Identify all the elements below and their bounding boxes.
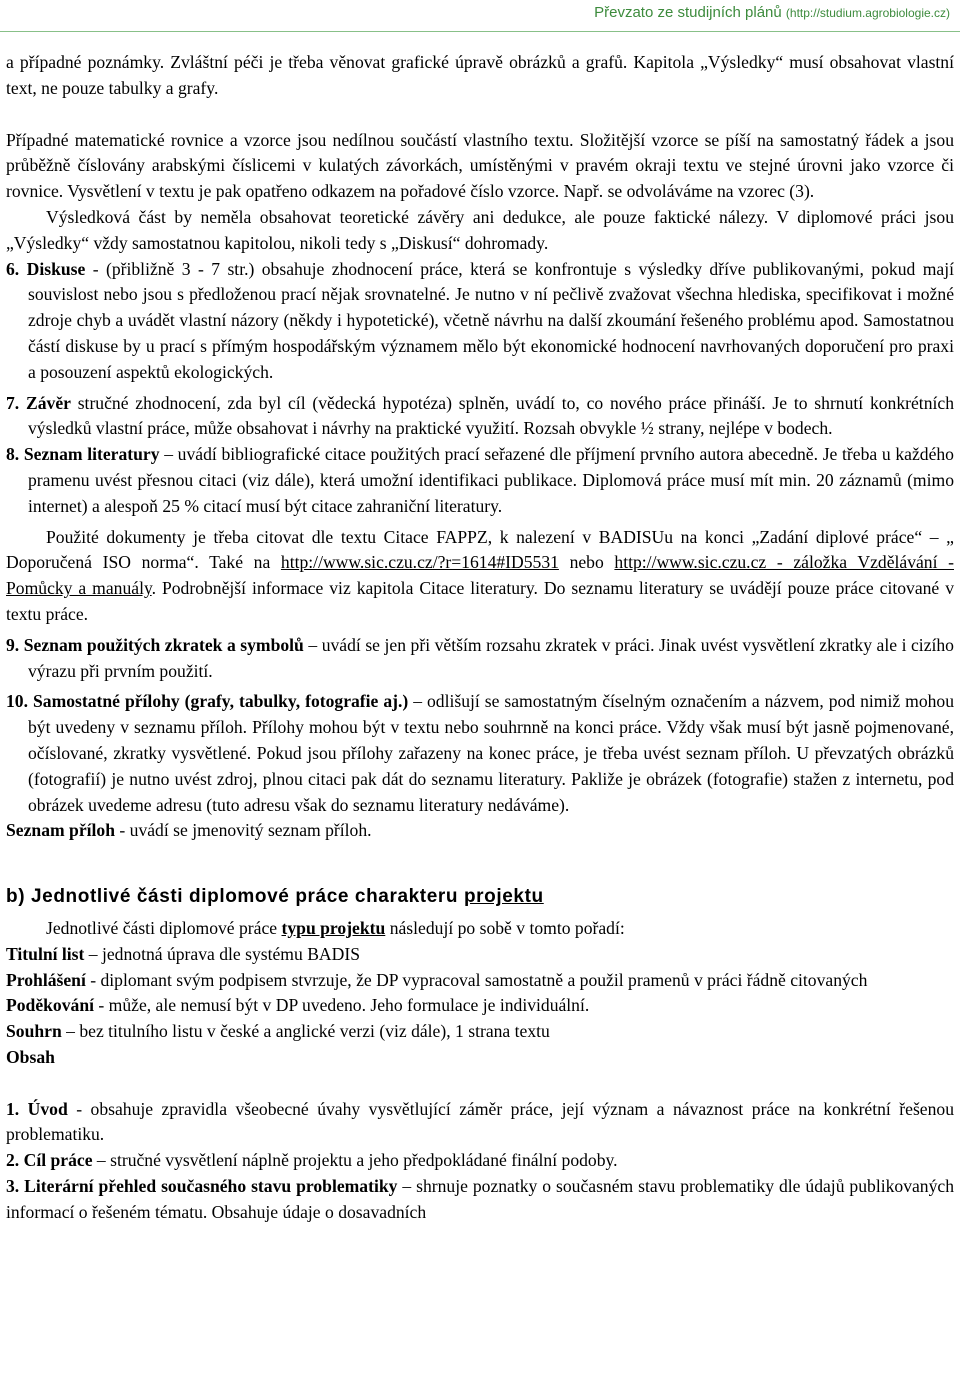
intro-text-c: následují po sobě v tomto pořadí: xyxy=(385,917,625,938)
item-number: 10. xyxy=(6,691,28,712)
page-header xyxy=(594,4,950,21)
section-heading-text: b) Jednotlivé části diplomové práce charakteru xyxy=(6,886,464,908)
item-title: Literární přehled současného stavu problematiky xyxy=(24,1176,398,1197)
item-text: - obsahuje zpravidla všeobecné úvahy vysvětlující záměr práce, její význam a návaznost práce na konkrétní řešenou problematiku. xyxy=(6,1098,954,1145)
item-number: 7. xyxy=(6,392,20,413)
item-text: – odlišují se samostatným číselným označením a názvem, pod nimiž mohou být uvedeny v seznamu příloh. Přílohy mohou být v textu nebo souhrnně na konci práce. Vždy však musí být jasně pojmenované, očíslované, zkratky vysvětlené. Pokud jsou přílohy zařazeny na konec práce, je třeba uvést seznam příloh. U převzatých obrázků (fotografií) je nutno uvést zdroj, plnou citaci pak dát do seznamu literatury. Pakliže je obrázek (fotografie) stažen z internetu, pod obrázek uvedeme adresu (tuto adresu však do seznamu literatury nedáváme). xyxy=(28,691,955,815)
paragraph-equations: Případné matematické rovnice a vzorce jsou nedílnou součástí vlastního textu. Složitější vzorce se píší na samostatný řádek a jsou průběžně číslovány arabskými číslicemi v kulatých závorkách, umístěnými v pravém okraji textu ve stejné úrovni jako vzorce či rovnice. Vysvětlení v textu je pak opatřeno odkazem na pořadové číslo vzorce. Např. se odvoláváme na vzorec (3). xyxy=(6,129,954,202)
item-text: – uvádí bibliografické citace použitých prací seřazené dle příjmení prvního autora abecedně. Je třeba u každého pramenu uvést přesnou citaci (viz dále), která umožní identifikaci publikace. Diplomová práce musí mít min. 20 záznamů (mimo internet) a alespoň 25 % citací musí být citace zahraniční literatury. xyxy=(28,444,954,516)
item-appendices xyxy=(6,689,954,818)
header-rule xyxy=(0,31,960,32)
citations-text-b: nebo xyxy=(558,552,615,573)
paragraph-results-section: Výsledková část by neměla obsahovat teoretické závěry ani dedukce, ale pouze faktické nálezy. V diplomové práci jsou „Výsledky“ vždy samostatnou kapitolou, nikoli tedy s „Diskusí“ dohromady. xyxy=(6,206,954,253)
link-sic-tools[interactable]: http://www.sic.czu.cz - záložka Vzdělávání - Pomůcky a manuály xyxy=(6,552,954,599)
list-item-text: - diplomant svým podpisem stvrzuje, že DP vypracoval samostatně a použil pramenů v práci řádně citovaných xyxy=(85,969,868,990)
list-acknowledgement xyxy=(6,993,954,1019)
list-item-title: Titulní list xyxy=(6,943,85,964)
citations-text-a: Použité dokumenty je třeba citovat dle textu Citace FAPPZ, k nalezení v BADISUu na konci „Zadání diplové práce“ – „ Doporučená ISO norma“. Také na xyxy=(6,526,954,573)
appendix-list-title: Seznam příloh xyxy=(6,820,115,841)
item-number: 8. xyxy=(6,444,20,465)
item-title: Závěr xyxy=(25,392,71,413)
item-bibliography xyxy=(6,442,954,519)
list-declaration xyxy=(6,968,954,994)
item-introduction xyxy=(6,1097,954,1149)
paragraph-results-text: a případné poznámky. Zvláštní péči je třeba věnovat grafické úpravě obrázků a grafů. Kapitola „Výsledky“ musí obsahovat vlastní text, ne pouze tabulky a grafy. xyxy=(6,52,954,98)
item-text: – shrnuje poznatky o současném stavu problematiky dle údajů publikovaných informací o řešeném tématu. Obsahuje údaje o dosavadních xyxy=(6,1176,954,1222)
section-heading-underlined: projektu xyxy=(463,886,544,908)
intro-text-a: Jednotlivé části diplomové práce xyxy=(46,917,282,938)
header-url: (http://studium.agrobiologie.cz) xyxy=(785,6,950,20)
header-title: Převzato ze studijních plánů xyxy=(594,4,782,21)
list-item-text: - může, ale nemusí být v DP uvedeno. Jeho formulace je individuální. xyxy=(94,995,590,1016)
item-title: Úvod xyxy=(27,1098,68,1119)
list-summary xyxy=(6,1019,954,1045)
paragraph-citations xyxy=(6,525,954,628)
list-item-title: Poděkování xyxy=(6,995,94,1016)
list-item-text: – jednotná úprava dle systému BADIS xyxy=(84,943,360,964)
item-title: Diskuse xyxy=(26,258,86,279)
list-item-title: Obsah xyxy=(6,1046,55,1067)
document-body xyxy=(6,50,954,1226)
item-text: – uvádí se jen při větším rozsahu zkratek v práci. Jinak uvést vysvětlení zkratky ale i cizího výrazu při prvním použití. xyxy=(28,634,954,681)
citations-text-c: . Podrobnější informace viz kapitola Citace literatury. Do seznamu literatury se uvádějí pouze práce citované v textu práce. xyxy=(6,578,954,624)
item-title: Seznam použitých zkratek a symbolů xyxy=(23,634,304,655)
item-literature-review xyxy=(6,1174,954,1226)
intro-text-underlined: typu projektu xyxy=(281,917,386,938)
appendix-list-text: - uvádí se jmenovitý seznam příloh. xyxy=(115,820,372,841)
item-text: stručné zhodnocení, zda byl cíl (vědecká hypotéza) splněn, uvádí to, co nového práce přináší. Je to shrnutí konkrétních výsledků vlastní práce, může obsahovat i návrhy na praktické využití. Rozsah obvykle ½ strany, nejlépe v bodech. xyxy=(28,392,954,439)
item-abbreviations xyxy=(6,633,954,685)
item-number: 9. xyxy=(6,634,20,655)
item-number: 2. xyxy=(6,1150,20,1171)
list-item-title: Prohlášení xyxy=(6,969,86,990)
item-title: Seznam literatury xyxy=(23,444,160,465)
section-heading-project xyxy=(6,884,954,910)
item-number: 6. xyxy=(6,258,20,279)
item-title: Samostatné přílohy (grafy, tabulky, fotografie aj.) xyxy=(32,691,409,712)
item-discussion xyxy=(6,257,954,386)
link-sic-citations[interactable]: http://www.sic.czu.cz/?r=1614#ID5531 xyxy=(280,552,559,573)
list-contents xyxy=(6,1045,954,1071)
item-text: - (přibližně 3 - 7 str.) obsahuje zhodnocení práce, která se konfrontuje s výsledky dříve publikovanými, pokud mají souvislost nebo jsou s předloženou prací nějak srovnatelné. Je nutno v ní pečlivě zvažovat všechna hlediska, specifikovat i možné zdroje chyb a uvádět vlastní názory (někdy i hypotetické), včetně návrhu na další zkoumání řešeného problému apod. Samostatnou částí diskuse by u prací s přímým hospodářským významem mělo být ekonomické hodnocení navrhovaných doporučení pro praxi a posouzení aspektů ekologických. xyxy=(28,258,955,382)
item-number: 3. xyxy=(6,1176,20,1197)
item-number: 1. xyxy=(6,1098,20,1119)
item-goal xyxy=(6,1148,954,1174)
item-title: Cíl práce xyxy=(23,1150,93,1171)
list-item-title: Souhrn xyxy=(6,1021,62,1042)
paragraph-project-intro xyxy=(6,916,954,942)
item-text: – stručné vysvětlení náplně projektu a jeho předpokládané finální podoby. xyxy=(92,1150,618,1171)
appendix-list xyxy=(6,818,954,844)
item-conclusion xyxy=(6,391,954,443)
list-item-text: – bez titulního listu v české a anglické verzi (viz dále), 1 strana textu xyxy=(61,1021,550,1042)
list-title-page xyxy=(6,942,954,968)
